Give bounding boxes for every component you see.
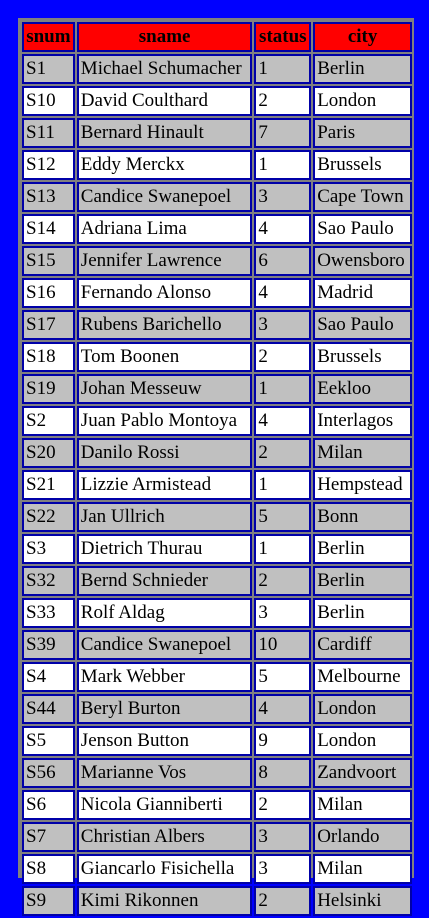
table-row: [22, 86, 412, 116]
cell-city: Owensboro: [313, 246, 412, 276]
cell-sname: Mark Webber: [77, 662, 253, 692]
cell-status: 7: [254, 118, 311, 148]
cell-sname: Jan Ullrich: [77, 502, 253, 532]
cell-status: 5: [254, 502, 311, 532]
cell-status: 1: [254, 470, 311, 500]
cell-snum: S8: [22, 854, 75, 884]
cell-sname: Dietrich Thurau: [77, 534, 253, 564]
cell-status: 2: [254, 566, 311, 596]
cell-snum: S2: [22, 406, 75, 436]
table-row: [22, 534, 412, 564]
cell-sname: Nicola Gianniberti: [77, 790, 253, 820]
cell-snum: S19: [22, 374, 75, 404]
cell-snum: S33: [22, 598, 75, 628]
cell-sname: Eddy Merckx: [77, 150, 253, 180]
table-row: [22, 438, 412, 468]
cell-sname: Danilo Rossi: [77, 438, 253, 468]
cell-sname: Marianne Vos: [77, 758, 253, 788]
table-row: [22, 758, 412, 788]
cell-snum: S10: [22, 86, 75, 116]
cell-city: Interlagos: [313, 406, 412, 436]
table-row: [22, 118, 412, 148]
cell-status: 2: [254, 86, 311, 116]
cell-city: Brussels: [313, 150, 412, 180]
table-row: [22, 854, 412, 884]
cell-sname: Kimi Rikonnen: [77, 886, 253, 916]
cell-city: Berlin: [313, 598, 412, 628]
cell-snum: S5: [22, 726, 75, 756]
cell-status: 2: [254, 342, 311, 372]
table-row: [22, 150, 412, 180]
table-row: [22, 246, 412, 276]
cell-status: 3: [254, 854, 311, 884]
cell-sname: Juan Pablo Montoya: [77, 406, 253, 436]
cell-city: Berlin: [313, 566, 412, 596]
cell-city: Orlando: [313, 822, 412, 852]
cell-sname: Johan Messeuw: [77, 374, 253, 404]
cell-status: 4: [254, 694, 311, 724]
column-header-sname: sname: [77, 22, 253, 52]
cell-snum: S32: [22, 566, 75, 596]
cell-snum: S17: [22, 310, 75, 340]
cell-status: 2: [254, 790, 311, 820]
cell-status: 4: [254, 214, 311, 244]
cell-status: 4: [254, 278, 311, 308]
table-row: [22, 214, 412, 244]
cell-status: 6: [254, 246, 311, 276]
table-row: [22, 598, 412, 628]
table-row: [22, 374, 412, 404]
cell-status: 1: [254, 374, 311, 404]
table-row: [22, 182, 412, 212]
cell-sname: Beryl Burton: [77, 694, 253, 724]
cell-sname: Adriana Lima: [77, 214, 253, 244]
table-row: [22, 886, 412, 916]
cell-snum: S18: [22, 342, 75, 372]
table-body: [22, 54, 412, 916]
table-row: [22, 726, 412, 756]
cell-sname: Rolf Aldag: [77, 598, 253, 628]
table-row: [22, 54, 412, 84]
cell-sname: Giancarlo Fisichella: [77, 854, 253, 884]
cell-snum: S44: [22, 694, 75, 724]
cell-status: 3: [254, 310, 311, 340]
cell-city: London: [313, 86, 412, 116]
cell-snum: S4: [22, 662, 75, 692]
cell-sname: Christian Albers: [77, 822, 253, 852]
cell-status: 1: [254, 54, 311, 84]
cell-status: 8: [254, 758, 311, 788]
cell-sname: Fernando Alonso: [77, 278, 253, 308]
cell-snum: S22: [22, 502, 75, 532]
column-header-status: status: [254, 22, 311, 52]
cell-snum: S21: [22, 470, 75, 500]
cell-sname: Lizzie Armistead: [77, 470, 253, 500]
cell-city: Paris: [313, 118, 412, 148]
cell-city: Cardiff: [313, 630, 412, 660]
cell-status: 3: [254, 182, 311, 212]
cell-status: 5: [254, 662, 311, 692]
cell-city: Cape Town: [313, 182, 412, 212]
cell-snum: S3: [22, 534, 75, 564]
cell-city: Melbourne: [313, 662, 412, 692]
table-frame: [18, 18, 414, 911]
table-row: [22, 790, 412, 820]
cell-city: Zandvoort: [313, 758, 412, 788]
cell-city: Sao Paulo: [313, 310, 412, 340]
cell-sname: Candice Swanepoel: [77, 630, 253, 660]
cell-status: 2: [254, 438, 311, 468]
cell-city: Berlin: [313, 54, 412, 84]
cell-status: 4: [254, 406, 311, 436]
cell-city: Hempstead: [313, 470, 412, 500]
cell-city: London: [313, 694, 412, 724]
cell-status: 3: [254, 822, 311, 852]
table-row: [22, 566, 412, 596]
cell-snum: S12: [22, 150, 75, 180]
cell-sname: Tom Boonen: [77, 342, 253, 372]
cell-city: Milan: [313, 854, 412, 884]
cell-snum: S9: [22, 886, 75, 916]
cell-city: Brussels: [313, 342, 412, 372]
table-row: [22, 278, 412, 308]
table-row: [22, 630, 412, 660]
cell-status: 3: [254, 598, 311, 628]
column-header-snum: snum: [22, 22, 75, 52]
cell-snum: S15: [22, 246, 75, 276]
cell-city: Eekloo: [313, 374, 412, 404]
suppliers-table: [20, 20, 414, 918]
cell-city: Madrid: [313, 278, 412, 308]
table-row: [22, 342, 412, 372]
cell-snum: S56: [22, 758, 75, 788]
cell-snum: S16: [22, 278, 75, 308]
cell-status: 10: [254, 630, 311, 660]
table-row: [22, 470, 412, 500]
header-row: [22, 22, 412, 52]
cell-city: London: [313, 726, 412, 756]
cell-snum: S1: [22, 54, 75, 84]
cell-sname: Candice Swanepoel: [77, 182, 253, 212]
table-row: [22, 694, 412, 724]
cell-sname: Jennifer Lawrence: [77, 246, 253, 276]
cell-city: Sao Paulo: [313, 214, 412, 244]
cell-snum: S7: [22, 822, 75, 852]
cell-status: 2: [254, 886, 311, 916]
cell-sname: Jenson Button: [77, 726, 253, 756]
cell-snum: S13: [22, 182, 75, 212]
cell-status: 9: [254, 726, 311, 756]
cell-sname: Bernd Schnieder: [77, 566, 253, 596]
table-row: [22, 662, 412, 692]
cell-city: Helsinki: [313, 886, 412, 916]
cell-snum: S11: [22, 118, 75, 148]
cell-sname: Rubens Barichello: [77, 310, 253, 340]
cell-sname: Michael Schumacher: [77, 54, 253, 84]
cell-city: Milan: [313, 438, 412, 468]
cell-city: Bonn: [313, 502, 412, 532]
cell-city: Berlin: [313, 534, 412, 564]
table-row: [22, 310, 412, 340]
table-row: [22, 822, 412, 852]
cell-status: 1: [254, 150, 311, 180]
table-row: [22, 502, 412, 532]
column-header-city: city: [313, 22, 412, 52]
cell-snum: S39: [22, 630, 75, 660]
cell-snum: S14: [22, 214, 75, 244]
table-row: [22, 406, 412, 436]
cell-status: 1: [254, 534, 311, 564]
cell-sname: David Coulthard: [77, 86, 253, 116]
cell-city: Milan: [313, 790, 412, 820]
cell-snum: S6: [22, 790, 75, 820]
cell-sname: Bernard Hinault: [77, 118, 253, 148]
cell-snum: S20: [22, 438, 75, 468]
